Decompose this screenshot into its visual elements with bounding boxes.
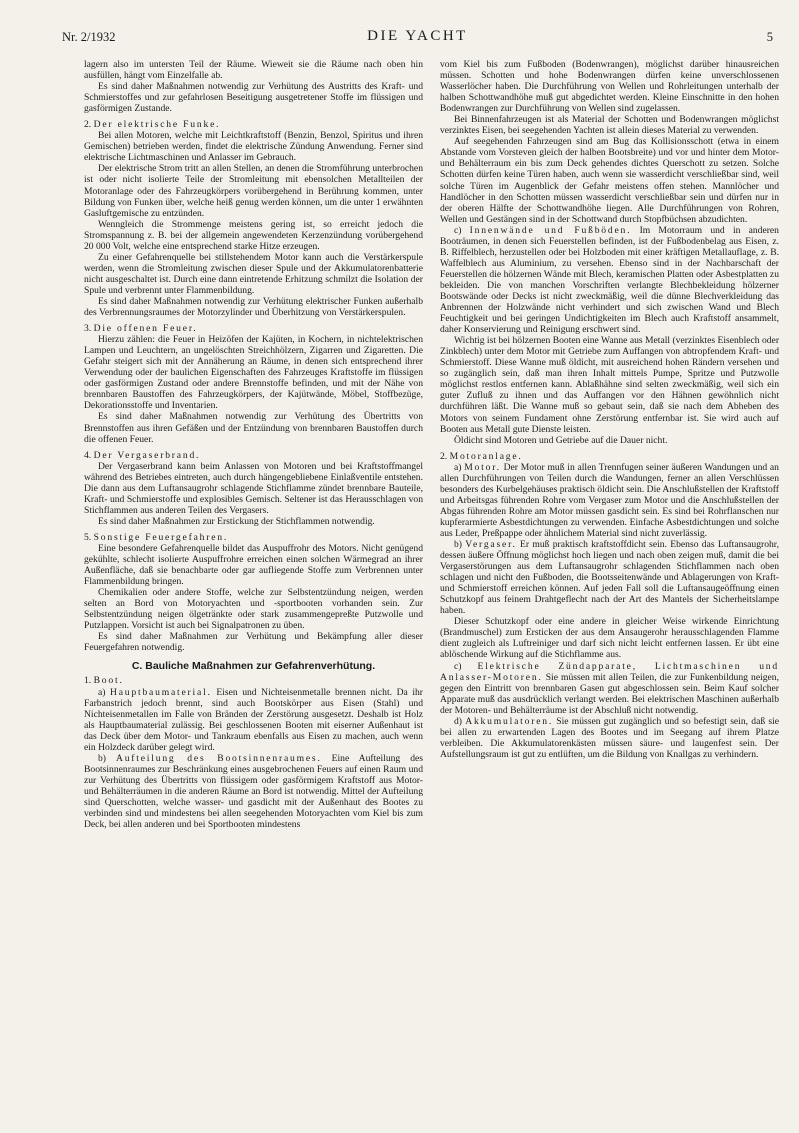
paragraph: lagern also im untersten Teil der Räume. Wieweit sie die Räume nach oben hin ausfüllen, hängt vom Einzelfalle ab. — [84, 59, 423, 82]
paragraph: Es sind daher Maßnahmen notwendig zur Verhütung des Austritts des Kraft- und Schmierstoffes und zur gefahrlosen Beseitigung ausgetretener Stoffe im flüssigen und gasförmigen Zustande. — [84, 81, 423, 115]
paragraph: Es sind daher Maßnahmen zur Erstickung der Stichflammen notwendig. — [98, 515, 375, 527]
paragraph: Zu einer Gefahrenquelle bei stillstehendem Motor kann auch die Verstärkerspule werden, wenn die Stromleitung zwischen dieser Spule und der Akkumulatorenbatterie nicht ausgeschaltet ist. Durch eine dann eintretende Erhitzung schmilzt die Isolation der Spule und verbrennt unter Flammenbildung. — [84, 251, 423, 296]
paragraph — [84, 753, 423, 830]
paragraph: Bei allen Motoren, welche mit Leichtkraftstoff (Benzin, Benzol, Spiritus und ihren Gemischen) betrieben werden, findet die elektrische Zündung Anwendung. Ferner sind elektrische Lichtmaschinen und Anlasser im Gebrauch. — [84, 130, 423, 164]
item-title: Akkumulatoren. — [465, 715, 554, 727]
section-number: 4. — [84, 449, 92, 461]
paragraph: Wenngleich die Strommenge meistens gering ist, so erreicht jedoch die Stromspannung z. B. bei der allgemein angewendeten Kerzenzündung vorübergehend 20 000 Volt, welche eine entsprechend starke Hitze erzeugen. — [84, 218, 423, 252]
section-title: Die offenen Feuer. — [93, 323, 198, 335]
main-section-heading: C. Bauliche Maßnahmen zur Gefahrenverhütung. — [131, 660, 376, 673]
paragraph — [84, 687, 423, 753]
paragraph — [440, 716, 779, 760]
item-label: a) — [454, 461, 462, 473]
item-label: c) — [454, 224, 462, 236]
section-number: 1. — [84, 675, 92, 687]
paragraph: Auf seegehenden Fahrzeugen sind am Bug das Kollisionsschott (etwa in einem Abstande vom Vorsteven gleich der halben Bootsbreite) und vor und hinter dem Motor- und Behälterraum ein bis zum Deck gehendes dichtes Querschott zu setzen. Solche Schotten dürfen keine Türen haben, auch wenn sie wasserdicht verschließbar sind, weil solche Türen im Augenblick der Gefahr meistens offen stehen. Mannlöcher und Handlöcher in den Schotten müssen wasserdicht verschließbar sein und dürfen nur in der oberen Hälfte der Schottwandhöhe liegen. Alle Durchführungen von Rohren, Wellen und Gestängen sind in der Schottwand durch Stopfbüchsen abzudichten. — [440, 136, 779, 225]
paragraph: Es sind daher Maßnahmen zur Verhütung und Bekämpfung aller dieser Feuergefahren notwendig. — [84, 631, 423, 654]
paragraph — [440, 225, 779, 335]
section-title: Sonstige Feuergefahren. — [93, 531, 229, 543]
paragraph: Der Vergaserbrand kann beim Anlassen von Motoren und bei Kraftstoffmangel während des Betriebes eintreten, auch durch hängengebliebene Einlaßventile entstehen. Die dann aus dem Luftansaugrohr schlagende Stichflamme zündet brennbare Bauteile, Kraft- und Schmierstoffe und explosibles Gemisch. Seltener ist das Herausschlagen von Stichflammen aus anderen Teilen des Vergasers. — [84, 460, 423, 516]
paragraph: vom Kiel bis zum Fußboden (Bodenwrangen), möglichst darüber hinausreichen müssen. Schotten und hohe Bodenwrangen dürfen keine unverschlossenen Wasserlöcher haben. Die Durchführung von Wellen und Rohrleitungen unterhalb der halben Schottwandhöhe muß gut abgedichtet werden. Kleine Einschnitte in den hohen Bodenwrangen zur Durchführung von Wellen sind zugelassen. — [440, 59, 779, 115]
section-title: Motoranlage. — [449, 450, 523, 462]
item-text: Der Motor muß in allen Trennfugen seiner äußeren Wandungen und an allen Durchführungen von Teilen durch die Wandungen, ferner an allen Verschlüssen besonders des Kurbelgehäuses praktisch öldicht sein. Die Anschlußstellen der Kraftstoff und Arbeitsgas führenden Rohre vom Vergaser zum Motor und die Anschlußstellen der Abgas führenden Rohre am Motor müssen gasdicht sein. Es sind bei Rohrflanschen nur kupferarmierte Asbestdichtungen zu verwenden. Einfache Asbestdichtungen und solche aus Leder, Preßpappe oder ähnlichem Material sind nicht zuverlässig. — [440, 461, 779, 539]
paragraph: Es sind daher Maßnahmen notwendig zur Verhütung des Übertritts von Brennstoffen aus ihren Gefäßen und der Entzündung von brennbaren Baustoffen durch die offenen Feuer. — [84, 411, 423, 445]
section-title: Der elektrische Funke. — [93, 119, 221, 131]
paragraph — [440, 539, 779, 616]
right-column — [440, 59, 779, 760]
item-title: Innenwände und Fußböden. — [469, 224, 632, 236]
paragraph: Hierzu zählen: die Feuer in Heizöfen der Kajüten, in Kochern, in nichtelektrischen Lampen und Leuchtern, an ungelöschten Streichhölzern, Zigarren und Zigaretten. Die Gefahr steigert sich mit der Annäherung an Räume, in denen sich entsprechend ihrer Verwendung oder der baulichen Eigenschaften des Fahrzeuges Kraftstoffe im flüssigen oder gasförmigen Zustand oder andere Brennstoffe befinden, und mit der Nähe von brennbaren Baustoffen des Fahrzeugkörpers, der Kajütwände, Möbel, Stoffbezüge, Dekorationsstoffe und Inventarien. — [84, 334, 423, 412]
item-text: Er muß praktisch kraftstoffdicht sein. Ebenso das Luftansaugrohr, dessen äußere Öffnung möglichst hoch liegen und nach oben zeigen muß, damit die bei Vergaserstörungen aus dem Luftansaugrohr schlagenden Stichflammen nach oben schlagen und nicht den Fußboden, die Bootsseitenwände und Ablagerungen von Kraft- und Schmierstoff erreichen können. Auf jeden Fall soll die Luftansaugeöffnung einen Schutzkopf aus feinem Drahtgeflecht nach der Art des Mantels der Sicherheitslampe haben. — [440, 539, 779, 617]
section-heading — [440, 451, 779, 462]
subsection-heading — [84, 675, 423, 686]
paragraph: Es sind daher Maßnahmen notwendig zur Verhütung elektrischer Funken außerhalb des Verbrennungsraumes der Motorzylinder und Überhitzung von Verstärkerspulen. — [84, 295, 423, 319]
section-heading — [84, 532, 423, 543]
item-title: Vergaser. — [465, 539, 517, 551]
item-label: a) — [98, 686, 106, 698]
item-title: Hauptbaumaterial. — [110, 686, 212, 698]
item-text: Sie müssen gut zugänglich und so befestigt sein, daß sie bei allen zu erwartenden Lagen des Bootes und im Seegang auf ihrem Platze verbleiben. Die Akkumulatorenkästen müssen säure- und laugenfest sein. Der Aufstellungsraum ist gut zu entlüften, um die Bildung von Knallgas zu verhindern. — [440, 715, 780, 760]
magazine-title: DIE YACHT — [367, 28, 468, 44]
item-text: Im Motorraum und in anderen Booträumen, in denen sich Feuerstellen befinden, ist der Fußbodenbelag aus Eisen, z. B. Riffelblech, herzustellen oder bei Holzboden mit einer kräftigen Metallauflage, z. B. Waffelblech aus Aluminium, zu versehen. Ebenso sind in der Nachbarschaft der Feuerstellen die hölzernen Wände mit Blech, keramischen Platten oder Asbestplatten zu bekleiden. Die von manchen Vorschriften verlangte Blechbekleidung hölzerner Bootswände oder Decks ist nicht zweckmäßig, weil die dünne Blechverkleidung das Anbrennen der Holzwände nicht verhindert und sich zwischen Wand und Blech Feuchtigkeit und bei geringen Undichtigkeiten im Blech auch Kraftstoff ansammelt, daher Konservierung und Reinigung erschwert sind. — [440, 224, 779, 336]
paragraph: Öldicht sind Motoren und Getriebe auf die Dauer nicht. — [454, 434, 668, 446]
paragraph: Dieser Schutzkopf oder eine andere in gleicher Weise wirkende Einrichtung (Brandmuschel) zum Ersticken der aus dem Ansaugerohr herausschlagenden Flamme dient zugleich als Luftreiniger und darf sich nicht leicht entfernen lassen. Er übt eine ablöschende Wirkung auf die Stichflamme aus. — [440, 616, 779, 661]
section-number: 3. — [84, 323, 92, 335]
paragraph: Bei Binnenfahrzeugen ist als Material der Schotten und Bodenwrangen möglichst verzinktes Eisen, bei seegehenden Yachten ist allein dieses Material zu verwenden. — [440, 114, 779, 137]
section-heading — [84, 119, 423, 130]
issue-number: Nr. 2/1932 — [62, 30, 116, 44]
paragraph — [440, 462, 779, 539]
paragraph — [440, 661, 779, 716]
page-number: 5 — [766, 30, 773, 44]
section-title: Der Vergaserbrand. — [93, 449, 201, 461]
section-number: 5. — [84, 531, 92, 543]
section-title: Boot. — [93, 675, 124, 687]
item-label: b) — [98, 752, 106, 764]
page-header — [62, 30, 773, 50]
section-number: 2. — [84, 119, 92, 131]
item-title: Elektrische Zündapparate, Lichtmaschinen und Anlasser-Motoren. — [440, 660, 779, 683]
section-heading — [84, 450, 423, 461]
item-title: Motor. — [464, 461, 501, 473]
item-title: Aufteilung des Bootsinnenraumes. — [115, 752, 322, 764]
paragraph: Eine besondere Gefahrenquelle bildet das Auspuffrohr des Motors. Nicht genügend gekühlte, schlecht isolierte Auspuffrohre erreichen einen solchen Wärmegrad an ihrer Außenfläche, daß sie benachbarte oder gar aufliegende Stoffe zum Verbrennen unter Flammenbildung bringen. — [84, 542, 423, 588]
paragraph: Chemikalien oder andere Stoffe, welche zur Selbstentzündung neigen, werden selten an Bord von Motoryachten und -sportbooten vorhanden sein. Zur Selbstentzündung neigen ölgetränkte oder stark zusammengepreßte Putzwolle und Putzlappen. Vorsicht ist auch bei Signalpatronen zu üben. — [84, 587, 423, 632]
item-label: b) — [454, 539, 462, 551]
item-label: d) — [454, 715, 462, 727]
section-number: 2. — [440, 450, 448, 462]
item-label: c) — [454, 660, 462, 672]
left-column — [84, 59, 423, 830]
item-text: Sie müssen mit allen Teilen, die zur Funkenbildung neigen, gegen den Eintritt von brennbaren Gasen gut abgeschlossen sein. Beim Kauf solcher Apparate muß das ausdrücklich verlangt werden. Bei elektrischen Maschinen außerhalb der Motoren- und Behälterräume ist der Abschluß nicht notwendig. — [440, 671, 779, 716]
item-text: Eisen und Nichteisenmetalle brennen nicht. Da ihr Farbanstrich jedoch brennt, sind auch Bootskörper aus Eisen (Stahl) und Nichteisenmetallen im Falle von Bränden der Zerstörung ausgesetzt. Deshalb ist Holz als Hauptbaumaterial zulässig. Bei geschlossenen Booten mit eiserner Außenhaut ist das Deck über dem Motor- und Tankraum ebenfalls aus Eisen zu machen, auch wenn ein Holzdeck darüber gelegt wird. — [84, 686, 423, 753]
paragraph: Der elektrische Strom tritt an allen Stellen, an denen die Stromführung unterbrochen ist oder nicht isolierte Teile der Stromleitung mit ebensolchen Metallteilen der Motoranlage oder des Fahrzeugkörpers vorübergehend in Berührung kommen, unter Bildung von Funken über, welche heiß genug werden können, um die unter 1 erwähnten Gasluftgemische zu entzünden. — [84, 163, 423, 219]
item-text: Eine Aufteilung des Bootsinnenraumes zur Beschränkung eines ausgebrochenen Feuers auf einen Raum und zur Verhütung des Übertritts von flüssigem oder gasförmigem Kraftstoff aus Motor- und Behälterräumen in die anderen Räume an Bord ist notwendig. Mittel der Aufteilung sind Querschotten, welche wasser- und gasdicht mit der Außenhaut des Bootes zu verbinden sind und mindestens bei allen seegehenden Motoryachten vom Kiel bis zum Deck, bei allen anderen und bei Sportbooten mindestens — [84, 752, 423, 831]
paragraph: Wichtig ist bei hölzernen Booten eine Wanne aus Metall (verzinktes Eisenblech oder Zinkblech) unter dem Motor mit Getriebe zum Auffangen von abtropfendem Kraft- und Schmierstoff. Diese Wanne muß öldicht, mit ausreichend hohen Rändern versehen und so zugänglich sein, daß man ihren Inhalt mittels Pumpe, Spritze und Putzwolle möglichst restlos entfernen kann. Ablaßhähne sind selten zweckmäßig, weil sich ein guter Zufluß zu ihnen und das Auffangen vor den Hähnen gewöhnlich nicht durchführen läßt. Die Wanne muß so gebaut sein, daß sie nach dem Abheben des Motors von seinem Fundament ohne Zerstörung entfernbar ist. Sie wird auch auf Booten aus Metall gute Dienste leisten. — [440, 335, 780, 435]
section-heading — [84, 323, 423, 334]
